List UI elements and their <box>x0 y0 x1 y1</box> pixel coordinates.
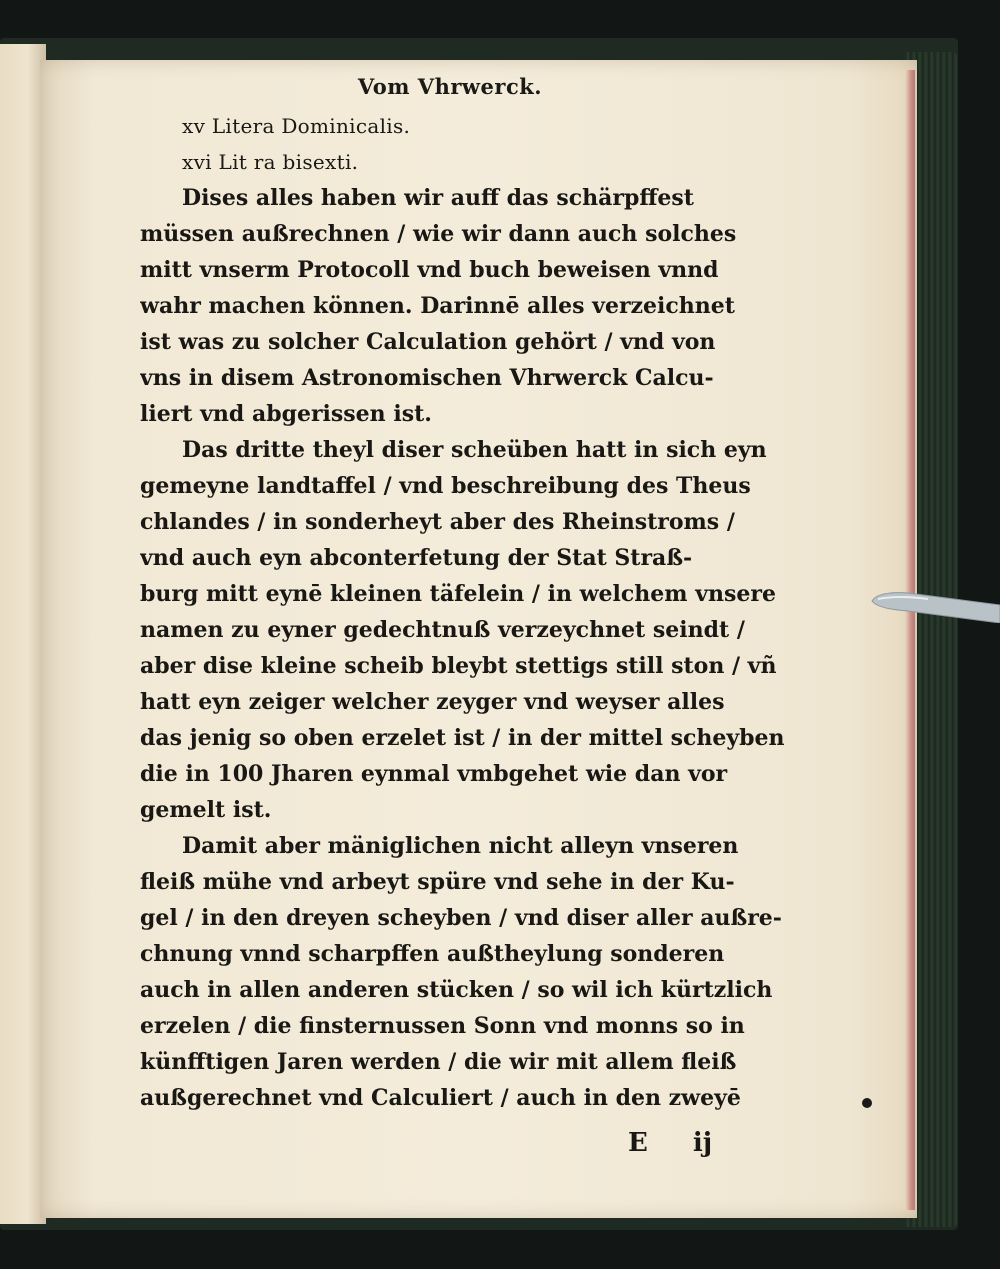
running-head: Vom Vhrwerck. <box>357 74 543 99</box>
text-line: gel / in den dreyen scheyben / vnd diser aller außre- <box>140 905 782 931</box>
text-line: das jenig so oben erzelet ist / in der mittel scheyben <box>140 725 785 751</box>
text-line: wahr machen können. Darinnē alles verzeichnet <box>140 293 735 319</box>
text-line: erzelen / die finsternussen Sonn vnd monns so in <box>140 1013 745 1039</box>
text-line: die in 100 Jharen eynmal vmbgehet wie dan vor <box>140 761 728 787</box>
text-line: auch in allen anderen stücken / so wil ich kürtzlich <box>140 977 773 1003</box>
text-line: außgerechnet vnd Calculiert / auch in den zweyē <box>140 1085 741 1111</box>
text-line: aber dise kleine scheib bleybt stettigs still ston / vñ <box>140 653 777 679</box>
text-line: hatt eyn zeiger welcher zeyger vnd weyser alles <box>140 689 725 715</box>
text-line: vns in disem Astronomischen Vhrwerck Calcu- <box>140 365 714 391</box>
text-line: ist was zu solcher Calculation gehört / vnd von <box>140 329 716 355</box>
text-line: namen zu eyner gedechtnuß verzeychnet seindt / <box>140 617 745 643</box>
signature-number: ij <box>692 1128 713 1158</box>
text-line: liert vnd abgerissen ist. <box>140 401 432 427</box>
text-line: vnd auch eyn abconterfetung der Stat Straß- <box>140 545 693 571</box>
text-line: müssen außrechnen / wie wir dann auch solches <box>140 221 737 247</box>
text-line: mitt vnserm Protocoll vnd buch beweisen vnnd <box>140 257 719 283</box>
text-line: gemelt ist. <box>140 797 272 823</box>
text-line: künfftigen Jaren werden / die wir mit allem fleiß <box>140 1049 737 1075</box>
text-line: Dises alles haben wir auff das schärpffest <box>182 185 694 211</box>
text-line: xv Litera Dominicalis. <box>182 114 411 138</box>
page-marker-tab-icon <box>868 583 1000 623</box>
text-line: gemeyne landtaffel / vnd beschreibung des Theus <box>140 473 751 499</box>
text-line: Damit aber mäniglichen nicht alleyn vnseren <box>182 833 739 859</box>
text-block <box>140 108 800 1116</box>
text-line: burg mitt eynē kleinen täfelein / in welchem vnsere <box>140 581 776 607</box>
signature-mark <box>628 1128 712 1158</box>
text-line: Das dritte theyl diser scheüben hatt in sich eyn <box>182 437 767 463</box>
signature-letter: E <box>628 1128 648 1158</box>
ink-spot <box>862 1098 872 1108</box>
text-line: chlandes / in sonderheyt aber des Rheinstroms / <box>140 509 735 535</box>
page-fore-edge <box>905 70 915 1210</box>
text-line: fleiß mühe vnd arbeyt spüre vnd sehe in der Ku- <box>140 869 735 895</box>
text-line: chnung vnnd scharpffen außtheylung sonderen <box>140 941 725 967</box>
text-line: xvi Lit ra bisexti. <box>182 150 359 174</box>
